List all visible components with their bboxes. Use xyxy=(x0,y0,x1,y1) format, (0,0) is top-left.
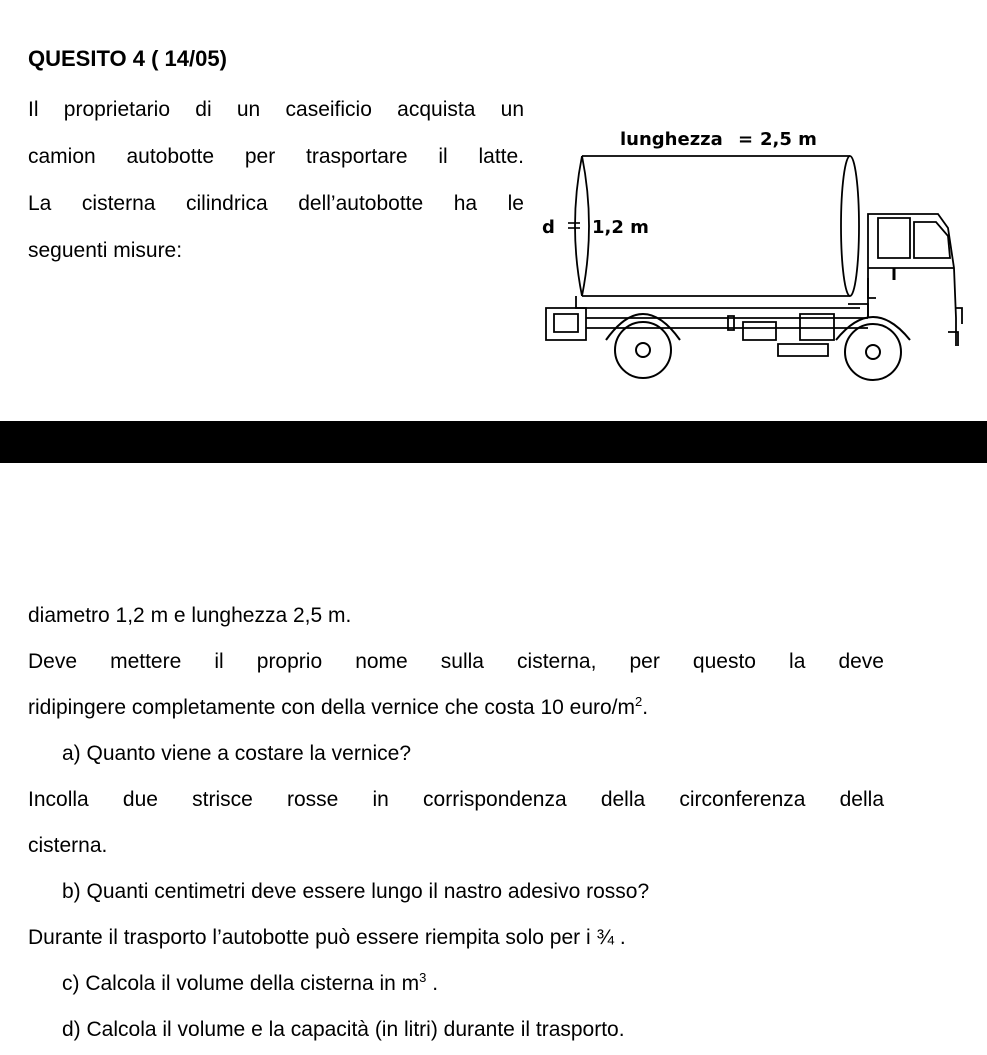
question-c: c) Calcola il volume della cisterna in $m^3$ . xyxy=(62,970,439,995)
paint-line: Deve mettere il proprio nome sulla cisterna, per questo la deve xyxy=(28,650,884,673)
intro-line: La cisterna cilindrica dell’autobotte ha le xyxy=(28,192,524,215)
intro-line: Il proprietario di un caseificio acquista un xyxy=(28,98,524,121)
diameter-marker xyxy=(568,223,580,228)
problem-text xyxy=(28,593,884,1053)
front-wheel xyxy=(836,317,910,380)
black-band xyxy=(0,421,987,463)
diameter-label: d xyxy=(542,217,555,238)
question-a: a) Quanto viene a costare la vernice? xyxy=(62,742,412,765)
intro-line: seguenti misure: xyxy=(28,239,183,262)
length-value: 2,5 m xyxy=(760,129,817,150)
question-b: b) Quanti centimetri deve essere lungo il nastro adesivo rosso? xyxy=(62,880,650,903)
stripes-line: cisterna. xyxy=(28,834,108,857)
paint-cost-line: ridipingere completamente con della vernice che costa 10 euro/$m^2$. xyxy=(28,694,649,719)
tanker-truck-figure xyxy=(538,118,978,398)
rear-wheel xyxy=(606,314,680,378)
intro-paragraph xyxy=(28,86,524,274)
measures-line: diametro 1,2 m e lunghezza 2,5 m. xyxy=(28,604,352,627)
intro-line: camion autobotte per trasportare il latte. xyxy=(28,145,524,168)
length-equals: = xyxy=(738,129,754,150)
diameter-value: 1,2 m xyxy=(592,217,649,238)
question-title: QUESITO 4 ( 14/05) xyxy=(28,46,227,71)
stripes-line: Incolla due strisce rosse in corrispondenza della circonferenza della xyxy=(28,788,884,811)
length-label: lunghezza xyxy=(620,129,723,150)
question-d: d) Calcola il volume e la capacità (in litri) durante il trasporto. xyxy=(62,1018,625,1041)
truck-chassis xyxy=(546,296,868,356)
transport-line: Durante il trasporto l’autobotte può essere riempita solo per i ¾ . xyxy=(28,926,626,949)
